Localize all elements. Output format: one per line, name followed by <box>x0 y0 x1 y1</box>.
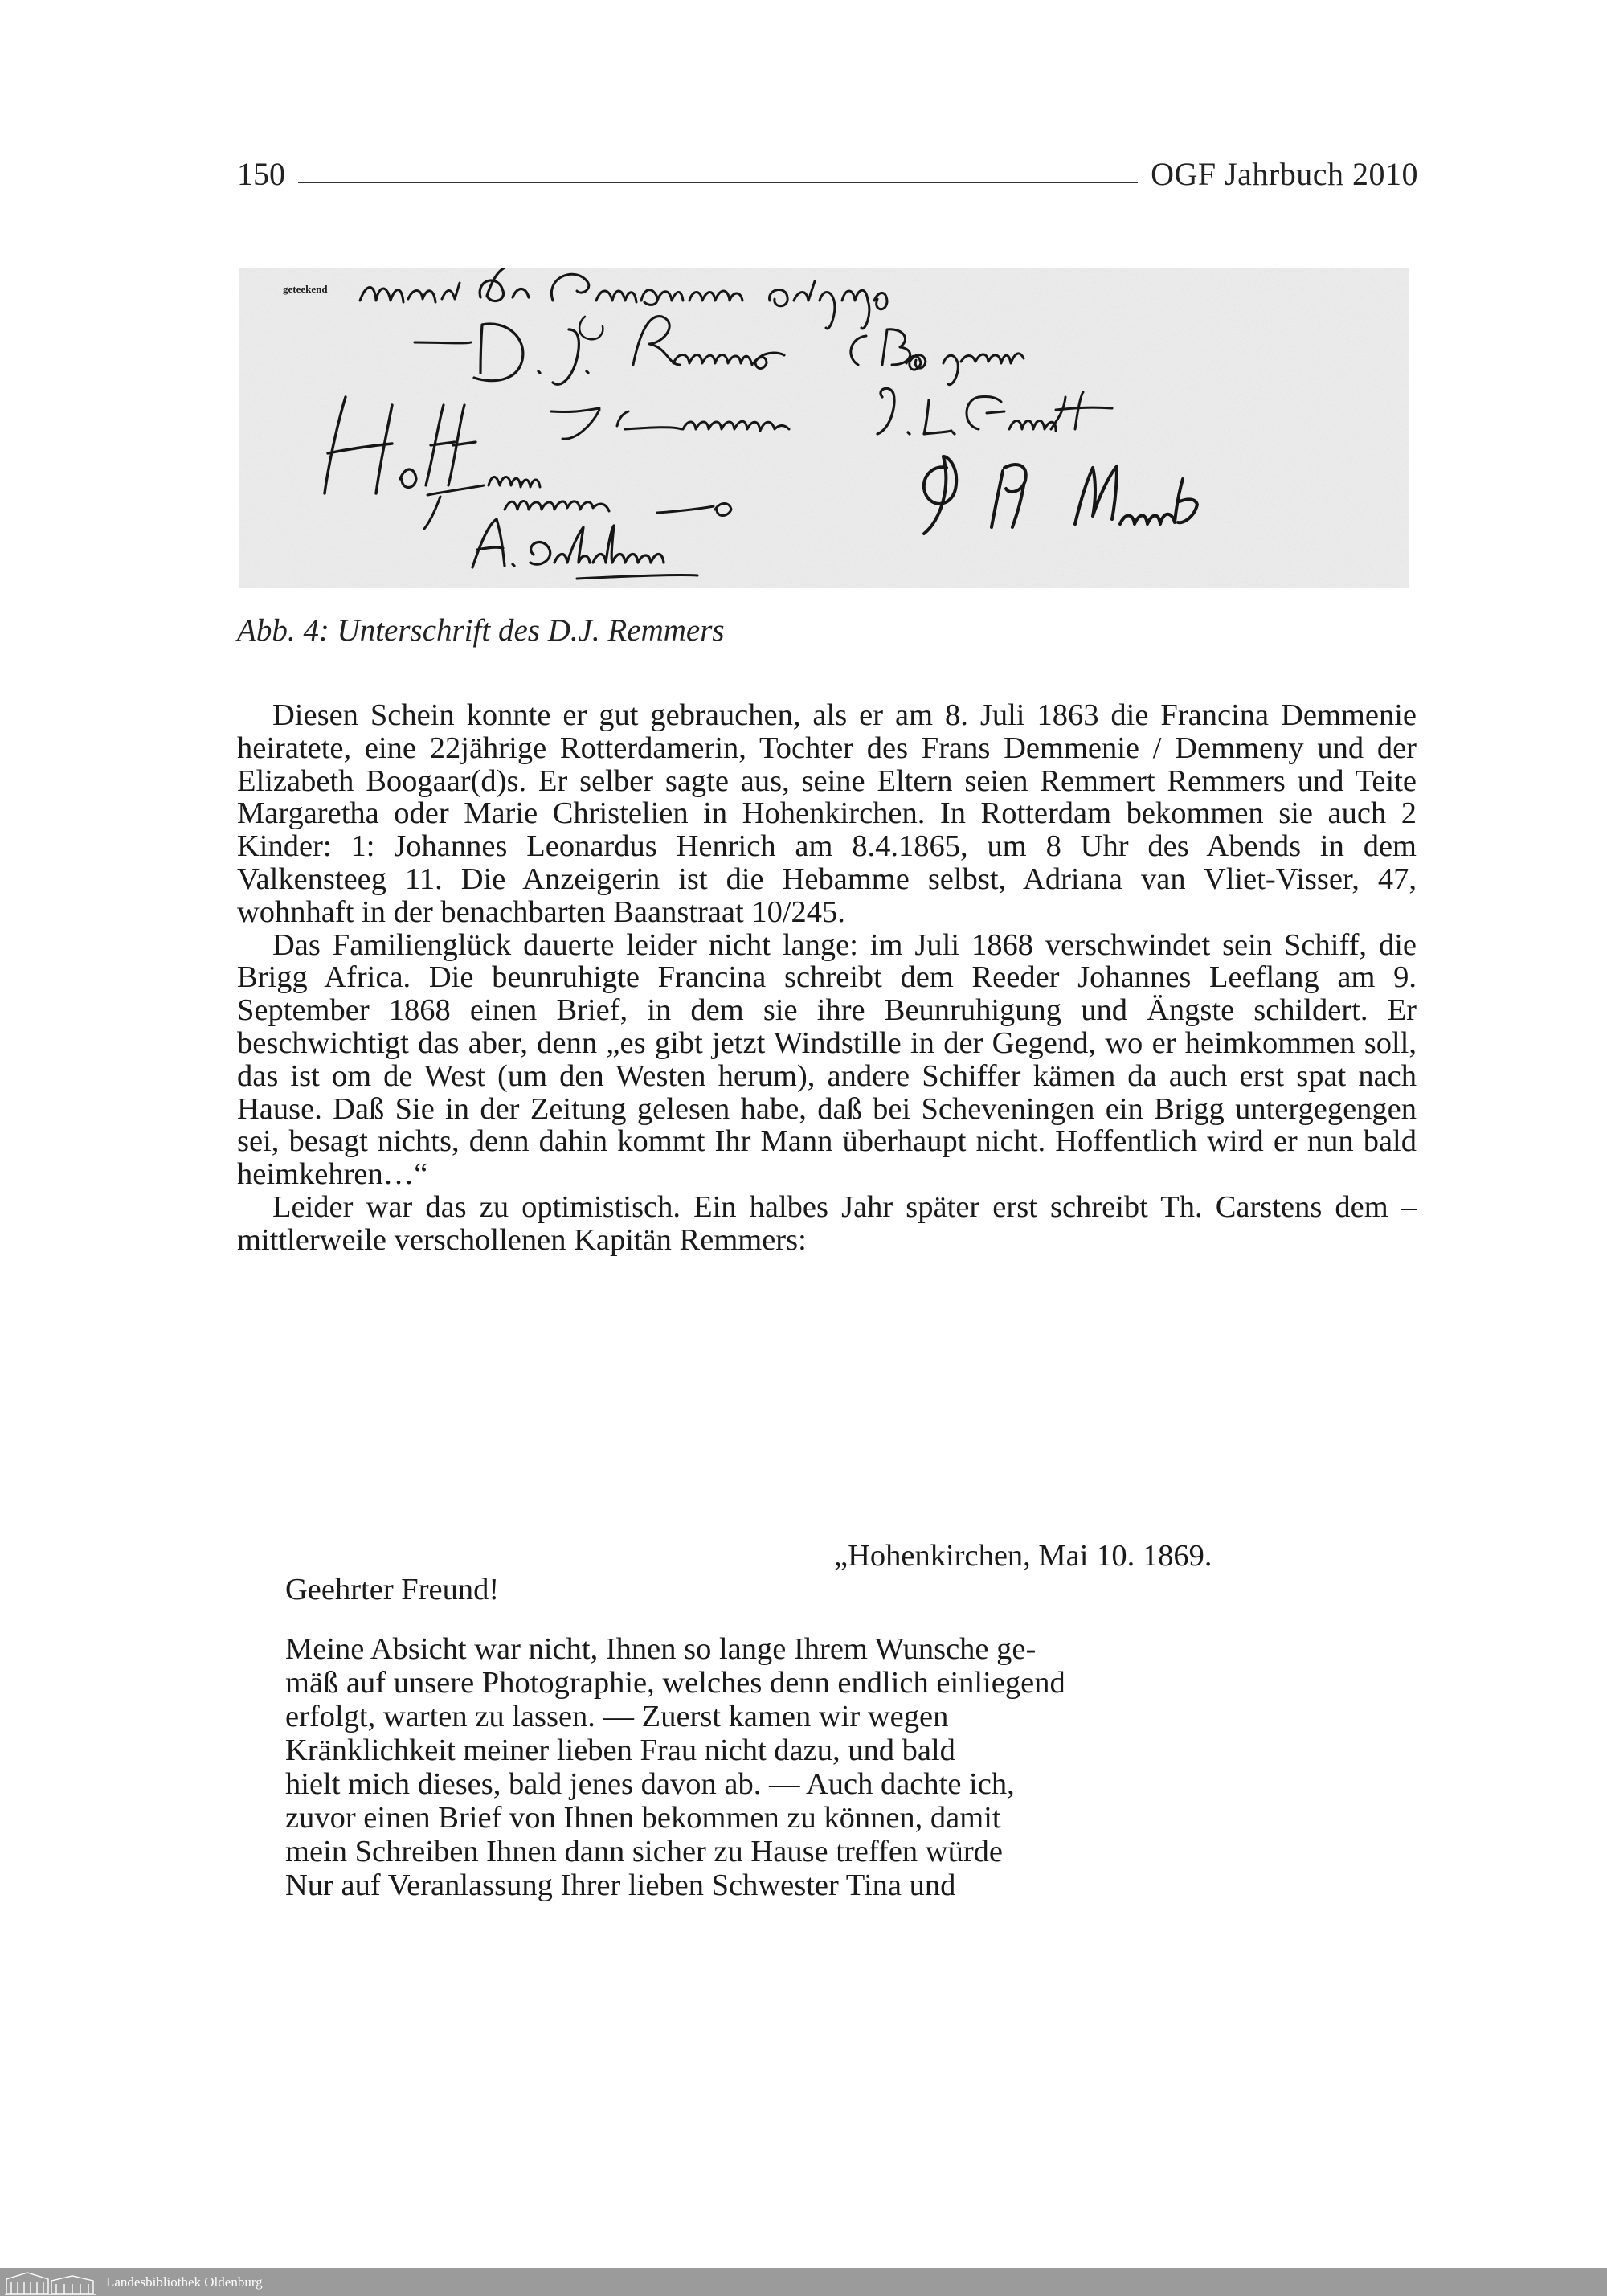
paragraph: Das Familienglück dauerte leider nicht lange: im Juli 1868 verschwindet sein Schiff, die Brigg Africa. Die beunruhigte Francina schreibt dem Reeder Johannes Leeflang am 9. September 1868 einen Brief, in dem sie ihre Beunruhigung und Ängste schildert. Er beschwichtigt das aber, denn „es gibt jetzt Windstille in der Gegend, wo er heimkommen soll, das ist om de West (um den Westen herum), andere Schiffer kämen da auch erst spat nach Hause. Daß Sie in der Zeitung gelesen habe, daß bei Scheveningen ein Brigg untergegengen sei, besagt nichts, denn dahin kommt Ihr Mann überhaupt nicht. Hoffentlich wird er nun bald heimkehren…“ <box>237 927 1417 1192</box>
quoted-letter <box>285 1539 1330 1902</box>
figure-caption: Abb. 4: Unterschrift des D.J. Remmers <box>237 613 725 648</box>
letter-line: Nur auf Veranlassung Ihrer lieben Schwester Tina und <box>285 1868 956 1902</box>
journal-title: OGF Jahrbuch 2010 <box>1151 156 1418 192</box>
paragraph: Leider war das zu optimistisch. Ein halbes Jahr später erst schreibt Th. Carstens dem – mittlerweile verschollenen Kapitän Remmers: <box>237 1189 1417 1257</box>
letter-line: hielt mich dieses, bald jenes davon ab. — Auch dachte ich, <box>285 1767 1015 1801</box>
letter-line: mein Schreiben Ihnen dann sicher zu Hause treffen würde <box>285 1835 1004 1868</box>
stamp-word: geteekend <box>283 283 328 295</box>
letter-text <box>285 1632 1193 1902</box>
letter-line: Meine Absicht war nicht, Ihnen so lange Ihrem Wunsche ge- <box>285 1632 1037 1666</box>
page-number: 150 <box>237 156 285 192</box>
library-name: Landesbibliothek Oldenburg <box>106 2273 263 2290</box>
signature-document-scan <box>239 268 1409 588</box>
letter-line: Kränklichkeit meiner lieben Frau nicht dazu, und bald <box>285 1733 955 1767</box>
library-building-logo <box>3 2268 98 2296</box>
header-rule <box>298 182 1138 183</box>
letter-date: „Hohenkirchen, Mai 10. 1869. <box>834 1539 1212 1573</box>
letter-line: zuvor einen Brief von Ihnen bekommen zu können, damit <box>285 1801 1001 1835</box>
library-footer-bar <box>0 2268 1607 2296</box>
paragraph: Diesen Schein konnte er gut gebrauchen, als er am 8. Juli 1863 die Francina Demmenie heiratete, eine 22jährige Rotterdamerin, Tochter des Frans Demmenie / Demmeny und der Elizabeth Boogaar(d)s. Er selber sagte aus, seine Eltern seien Remmert Remmers und Teite Margaretha oder Marie Christelien in Hohenkirchen. In Rotterdam bekommen sie auch 2 Kinder: 1: Johannes Leonardus Henrich am 8.4.1865, um 8 Uhr des Abends in dem Valkensteeg 11. Die Anzeigerin ist die Hebamme selbst, Adriana van Vliet-Visser, 47, wohnhaft in der benachbarten Baanstraat 10/245. <box>237 698 1417 929</box>
handwriting-signatures-image <box>239 268 1409 588</box>
letter-salutation: Geehrter Freund! <box>285 1573 500 1606</box>
letter-line: mäß auf unsere Photographie, welches denn endlich einliegend <box>285 1666 1065 1700</box>
letter-line: erfolgt, warten zu lassen. — Zuerst kamen wir wegen <box>285 1700 949 1733</box>
body-text <box>237 699 1417 1257</box>
running-header <box>237 145 1418 193</box>
